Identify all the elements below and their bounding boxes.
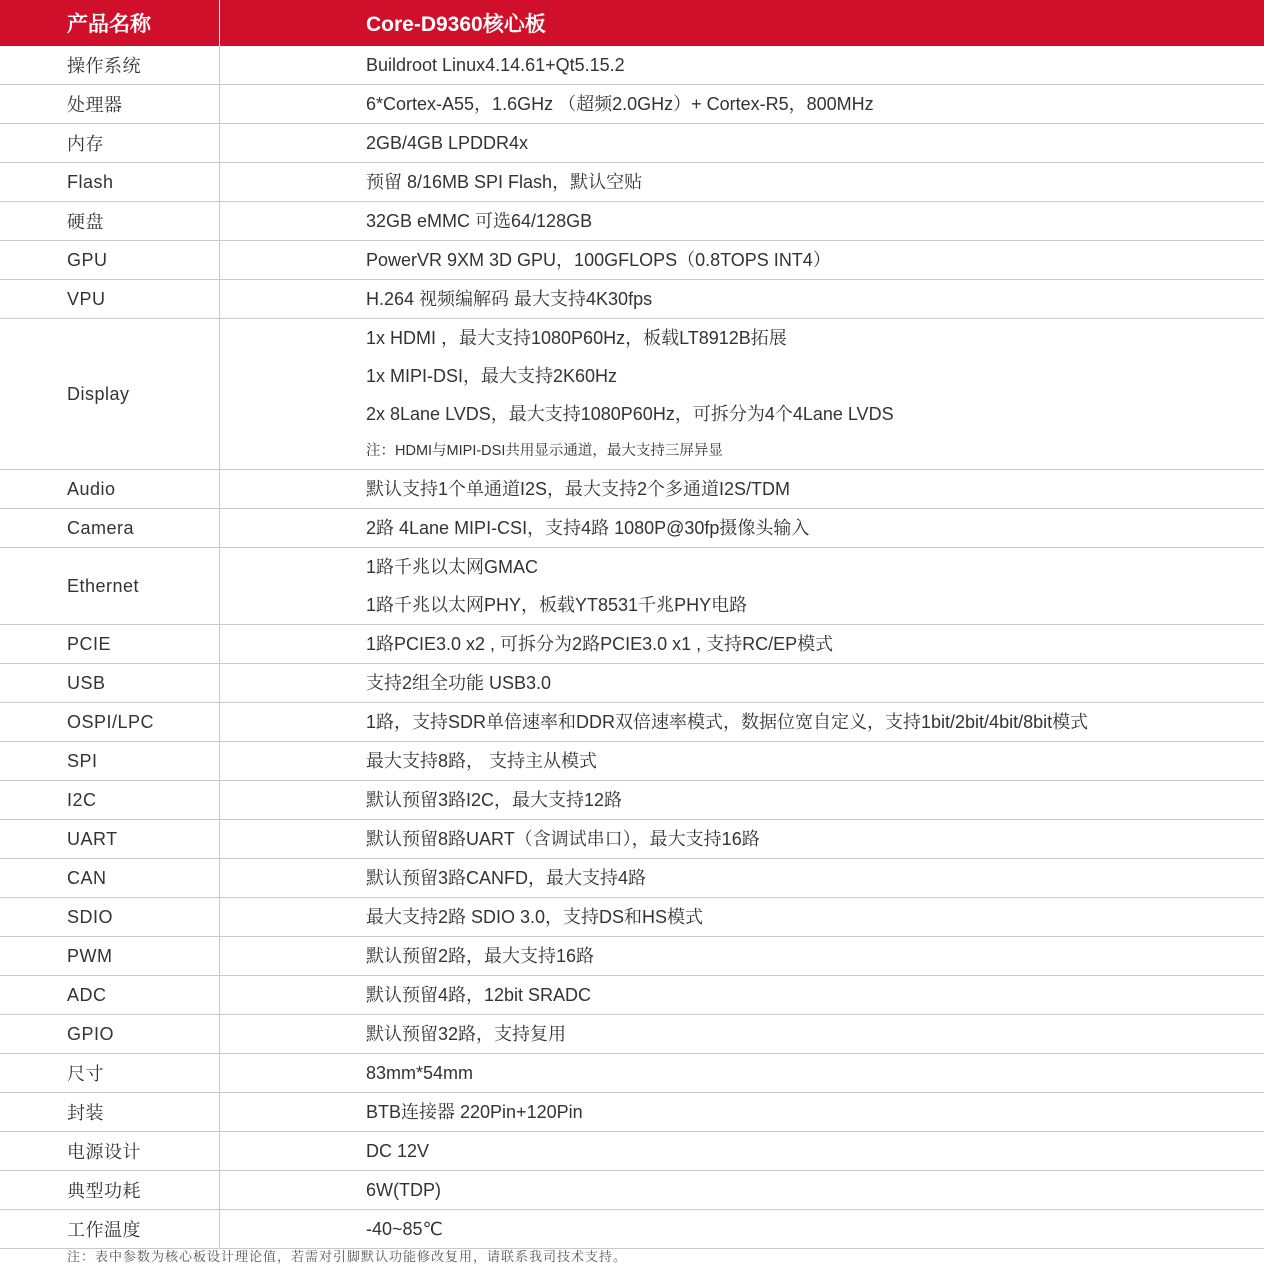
row-value: Buildroot Linux4.14.61+Qt5.15.2 <box>366 55 625 75</box>
row-values <box>220 319 1264 469</box>
row-label: Flash <box>0 163 220 201</box>
row-label: 内存 <box>0 124 220 162</box>
row-value: PowerVR 9XM 3D GPU，100GFLOPS（0.8TOPS INT4） <box>366 250 831 270</box>
table-row <box>0 664 1264 703</box>
row-values <box>220 1093 1264 1131</box>
table-row <box>0 85 1264 124</box>
row-value: 默认预留2路，最大支持16路 <box>366 946 595 966</box>
row-values <box>220 859 1264 897</box>
row-label: 尺寸 <box>0 1054 220 1092</box>
row-label: VPU <box>0 280 220 318</box>
row-value: 最大支持2路 SDIO 3.0，支持DS和HS模式 <box>366 907 704 927</box>
row-label: USB <box>0 664 220 702</box>
row-value: 默认支持1个单通道I2S，最大支持2个多通道I2S/TDM <box>366 479 791 499</box>
row-label: Ethernet <box>0 548 220 624</box>
row-values <box>220 470 1264 508</box>
table-row <box>0 202 1264 241</box>
row-values <box>220 820 1264 858</box>
row-values <box>220 163 1264 201</box>
row-value: 6*Cortex-A55，1.6GHz （超频2.0GHz）+ Cortex-R5，800MHz <box>366 94 874 114</box>
row-value: 2路 4Lane MIPI-CSI，支持4路 1080P@30fp摄像头输入 <box>366 518 810 538</box>
table-row <box>0 509 1264 548</box>
table-header <box>0 0 1264 46</box>
row-label: 电源设计 <box>0 1132 220 1170</box>
row-label: Camera <box>0 509 220 547</box>
row-values <box>220 898 1264 936</box>
row-label: SDIO <box>0 898 220 936</box>
header-col-product-name: 产品名称 <box>0 0 220 46</box>
table-row <box>0 703 1264 742</box>
table-row <box>0 241 1264 280</box>
row-values <box>220 1210 1264 1248</box>
row-value: 1x MIPI-DSI，最大支持2K60Hz <box>366 366 618 386</box>
row-values <box>220 1015 1264 1053</box>
row-value: 32GB eMMC 可选64/128GB <box>366 211 593 231</box>
table-row <box>0 1210 1264 1249</box>
row-values <box>220 1054 1264 1092</box>
row-label: OSPI/LPC <box>0 703 220 741</box>
row-value: 6W(TDP) <box>366 1180 441 1200</box>
table-row <box>0 470 1264 509</box>
table-row <box>0 548 1264 625</box>
row-value: 默认预留4路，12bit SRADC <box>366 985 592 1005</box>
row-values <box>220 1132 1264 1170</box>
row-label: ADC <box>0 976 220 1014</box>
table-row <box>0 1054 1264 1093</box>
table-row <box>0 1171 1264 1210</box>
row-value: 支持2组全功能 USB3.0 <box>366 673 552 693</box>
row-values <box>220 124 1264 162</box>
table-row <box>0 319 1264 470</box>
row-value: 默认预留3路I2C，最大支持12路 <box>366 790 623 810</box>
footnote: 注：表中参数为核心板设计理论值，若需对引脚默认功能修改复用，请联系我司技术支持。 <box>67 1250 628 1265</box>
row-values <box>220 85 1264 123</box>
row-values <box>220 1171 1264 1209</box>
row-value: 1x HDMI ，最大支持1080P60Hz，板载LT8912B拓展 <box>366 328 787 348</box>
table-row <box>0 859 1264 898</box>
row-values <box>220 548 1264 624</box>
table-row <box>0 898 1264 937</box>
row-label: I2C <box>0 781 220 819</box>
row-label: 处理器 <box>0 85 220 123</box>
row-label: PWM <box>0 937 220 975</box>
row-value: 1路PCIE3.0 x2 , 可拆分为2路PCIE3.0 x1 , 支持RC/EP模式 <box>366 634 834 654</box>
row-value: 默认预留32路，支持复用 <box>366 1024 567 1044</box>
row-label: UART <box>0 820 220 858</box>
row-values <box>220 280 1264 318</box>
row-value: 2GB/4GB LPDDR4x <box>366 133 529 153</box>
row-label: 操作系统 <box>0 46 220 84</box>
row-values <box>220 241 1264 279</box>
row-value: 83mm*54mm <box>366 1063 474 1083</box>
row-values <box>220 46 1264 84</box>
table-row <box>0 46 1264 85</box>
row-values <box>220 664 1264 702</box>
row-label: PCIE <box>0 625 220 663</box>
table-row <box>0 781 1264 820</box>
row-value: 默认预留3路CANFD，最大支持4路 <box>366 868 647 888</box>
header-col-model: Core-D9360核心板 <box>366 13 546 36</box>
row-value: -40~85℃ <box>366 1219 443 1239</box>
table-row <box>0 625 1264 664</box>
table-row <box>0 976 1264 1015</box>
row-label: 典型功耗 <box>0 1171 220 1209</box>
row-values <box>220 742 1264 780</box>
table-row <box>0 163 1264 202</box>
row-label: SPI <box>0 742 220 780</box>
table-row <box>0 742 1264 781</box>
table-row <box>0 1015 1264 1054</box>
row-label: 工作温度 <box>0 1210 220 1248</box>
row-value: 2x 8Lane LVDS，最大支持1080P60Hz，可拆分为4个4Lane LVDS <box>366 404 894 424</box>
row-value: 1路，支持SDR单倍速率和DDR双倍速率模式，数据位宽自定义，支持1bit/2bit/4bit/8bit模式 <box>366 712 1089 732</box>
row-label: Display <box>0 319 220 469</box>
row-label: CAN <box>0 859 220 897</box>
row-note: 注：HDMI与MIPI-DSI共用显示通道，最大支持三屏异显 <box>366 443 723 459</box>
row-value: 最大支持8路， 支持主从模式 <box>366 751 598 771</box>
table-row <box>0 1093 1264 1132</box>
row-values <box>220 625 1264 663</box>
row-value: 1路千兆以太网GMAC <box>366 557 539 577</box>
row-value: 1路千兆以太网PHY，板载YT8531千兆PHY电路 <box>366 595 748 615</box>
row-label: GPIO <box>0 1015 220 1053</box>
row-values <box>220 781 1264 819</box>
row-values <box>220 509 1264 547</box>
table-row <box>0 937 1264 976</box>
row-values <box>220 202 1264 240</box>
row-values <box>220 937 1264 975</box>
row-value: DC 12V <box>366 1141 430 1161</box>
row-values <box>220 976 1264 1014</box>
row-label: Audio <box>0 470 220 508</box>
table-row <box>0 1132 1264 1171</box>
table-row <box>0 280 1264 319</box>
row-value: 默认预留8路UART（含调试串口），最大支持16路 <box>366 829 760 849</box>
row-label: 封装 <box>0 1093 220 1131</box>
table-row <box>0 124 1264 163</box>
row-value: H.264 视频编解码 最大支持4K30fps <box>366 289 653 309</box>
table-body <box>0 46 1264 1249</box>
row-label: 硬盘 <box>0 202 220 240</box>
table-row <box>0 820 1264 859</box>
row-label: GPU <box>0 241 220 279</box>
row-value: BTB连接器 220Pin+120Pin <box>366 1102 583 1122</box>
row-value: 预留 8/16MB SPI Flash，默认空贴 <box>366 172 643 192</box>
row-values <box>220 703 1264 741</box>
